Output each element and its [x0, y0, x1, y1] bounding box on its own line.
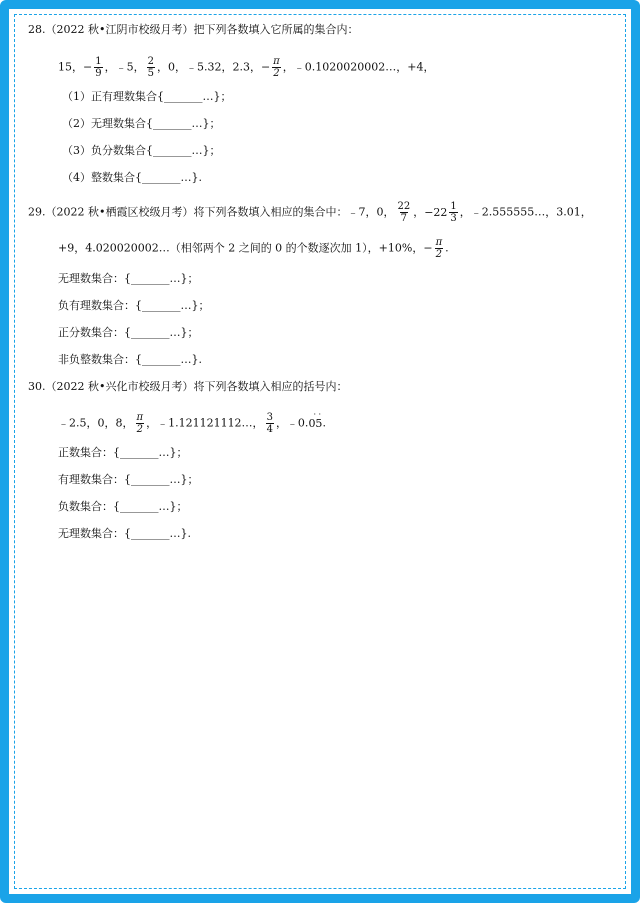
q28-frac3: $\frac{\pi}{2}$	[273, 56, 280, 79]
q28-num-a: 15，	[58, 60, 83, 74]
q28-num-d: ，﹣0.1020020002…，+4，	[282, 60, 435, 74]
q28-frac3-sign: −	[260, 60, 271, 74]
q30-item-3: 负数集合：{_______…}；	[58, 500, 188, 513]
q30-nums-b: ，﹣1.121121112…，	[146, 416, 264, 430]
q29-frac2: $\frac{\pi}{2}$	[435, 237, 443, 260]
q29-line2-a: +9，4.020020002…（相邻两个 2 之间的 0 的个数逐次加 1），+10%，	[58, 241, 424, 255]
q29-line2	[58, 237, 449, 260]
q30-item-1: 正数集合：{_______…}；	[58, 446, 188, 459]
q29-mixed-number: −22 $\frac{1}{3}$	[424, 201, 457, 224]
q30-item-2: 有理数集合：{_______…}；	[58, 473, 199, 486]
q28-item-1: （1）正有理数集合{_______…}；	[62, 90, 232, 103]
q28-item-2: （2）无理数集合{_______…}；	[62, 117, 221, 130]
q29-frac2-sign: −	[423, 241, 433, 255]
q29-item-1: 无理数集合：{_______…}；	[58, 272, 199, 285]
q29-item-3: 正分数集合：{_______…}；	[58, 326, 199, 339]
q30-title: 30.（2022 秋•兴化市校级月考）将下列各数填入相应的括号内：	[28, 380, 348, 393]
q30-item-4: 无理数集合：{_______…}.	[58, 527, 191, 540]
q28-frac1: $\frac{1}{9}$	[95, 56, 102, 79]
q28-title: 28.（2022 秋•江阴市校级月考）把下列各数填入它所属的集合内：	[28, 23, 359, 36]
q30-nums-d: .	[322, 416, 326, 430]
q30-frac2: $\frac{3}{4}$	[266, 412, 273, 435]
q30-frac1: $\frac{\pi}{2}$	[136, 412, 144, 435]
q30-nums-a: ﹣2.5，0，8，	[58, 416, 134, 430]
q29-frac1: $\frac{22}{7}$	[397, 201, 411, 224]
q30-repeating-digits: · · 05	[308, 417, 322, 431]
q28-num-c: ，0，﹣5.32，2.3，	[156, 60, 261, 74]
q29-title-a: 29.（2022 秋•栖霞区校级月考）将下列各数填入相应的集合中：﹣7，0，	[28, 205, 395, 219]
q28-frac1-sign: −	[83, 60, 93, 74]
q28-num-b: ，﹣5，	[104, 60, 145, 74]
q29-line2-b: .	[445, 241, 449, 255]
q29-title-c: ，﹣2.555555…，3.01，	[459, 205, 592, 219]
q28-item-3: （3）负分数集合{_______…}；	[62, 144, 221, 157]
q29-item-2: 负有理数集合：{_______…}；	[58, 299, 210, 312]
q29-title	[28, 201, 592, 224]
q29-title-b: ，	[413, 205, 425, 219]
q28-numbers	[58, 56, 434, 79]
q30-nums-c: ，﹣0.	[275, 416, 309, 430]
q28-frac2: $\frac{2}{5}$	[147, 56, 154, 79]
q28-item-4: （4）整数集合{_______…}.	[62, 171, 202, 184]
q29-item-4: 非负整数集合：{_______…}.	[58, 353, 202, 366]
q30-numbers	[58, 412, 326, 435]
